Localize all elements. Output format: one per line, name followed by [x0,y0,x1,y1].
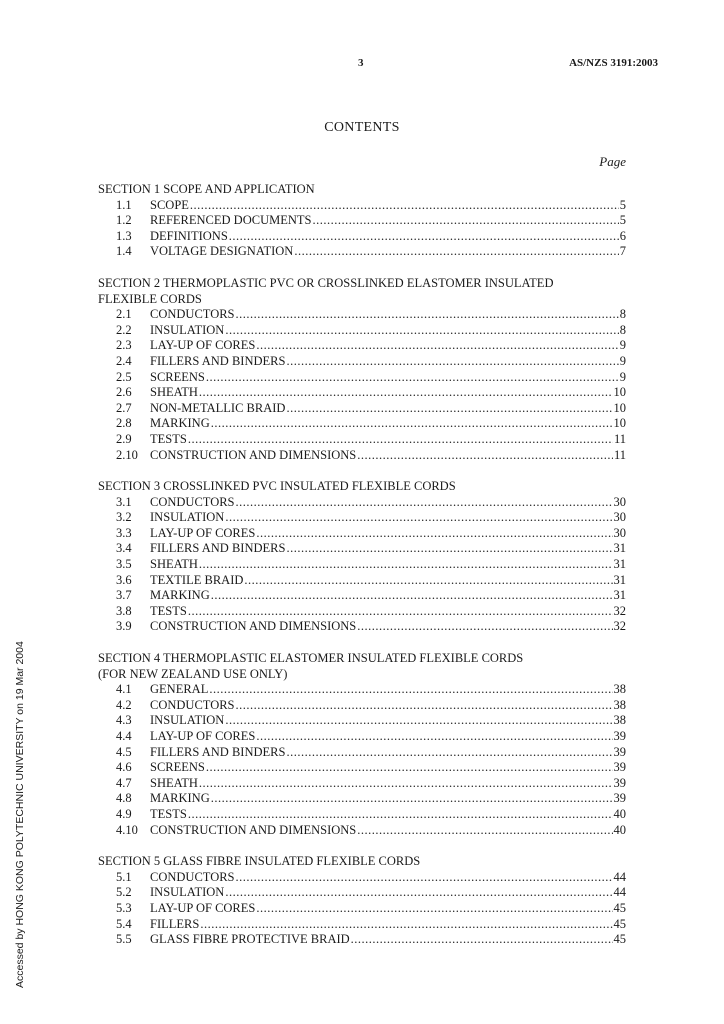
toc-entry[interactable] [98,510,626,526]
toc-entry[interactable] [98,541,626,557]
dot-leader [206,760,613,776]
clause-title: SCREENS [150,369,205,384]
clause-number: 4.8 [116,791,132,806]
clause-number: 3.1 [116,494,132,509]
clause-page-number: 39 [613,775,626,790]
section-heading: SECTION 5 GLASS FIBRE INSULATED FLEXIBLE CORDS [98,854,421,869]
clause-number: 3.9 [116,619,132,634]
clause-number: 4.4 [116,729,132,743]
toc-entry[interactable] [98,323,626,339]
clause-title: CONDUCTORS [150,869,235,884]
clause-page-number: 31 [613,541,626,556]
toc-entry[interactable] [98,682,626,698]
clause-title: TESTS [150,806,187,821]
section-heading: FLEXIBLE CORDS [98,291,202,306]
dot-leader [200,917,612,933]
clause-page-number: 38 [613,682,626,697]
toc-section [98,651,626,838]
toc-entry[interactable] [98,917,626,933]
clause-page-number: 31 [613,588,626,603]
toc-entry[interactable] [98,557,626,573]
toc-section [98,479,626,635]
clause-title: FILLERS AND BINDERS [150,744,286,759]
dot-leader [188,432,613,448]
clause-page-number: 32 [613,619,626,634]
dot-leader [236,307,619,323]
clause-page-number: 7 [619,244,626,259]
clause-title: LAY-UP OF CORES [150,338,256,353]
clause-number: 2.1 [116,307,132,322]
dot-leader [225,510,612,526]
clause-page-number: 45 [613,900,626,915]
clause-title: INSULATION [150,322,225,337]
dot-leader [211,416,613,432]
clause-number: 2.2 [116,322,132,337]
toc-entry[interactable] [98,526,626,542]
clause-number: 4.6 [116,760,132,775]
clause-number: 4.5 [116,744,132,759]
clause-number: 2.4 [116,353,132,368]
dot-leader [244,573,612,589]
toc-entry[interactable] [98,495,626,511]
clause-number: 2.8 [116,416,132,431]
dot-leader [199,776,613,792]
clause-number: 4.2 [116,697,132,712]
clause-number: 3.6 [116,572,132,587]
clause-number: 5.3 [116,900,132,915]
clause-page-number: 5 [619,213,626,228]
clause-number: 2.7 [116,400,132,415]
dot-leader [199,557,613,573]
dot-leader [256,729,612,745]
dot-leader [256,338,618,354]
clause-page-number: 9 [619,353,626,368]
clause-number: 5.1 [116,869,132,884]
dot-leader [211,588,613,604]
toc-entry[interactable] [98,573,626,589]
clause-page-number: 40 [613,822,626,837]
toc-entry[interactable] [98,932,626,948]
toc-section [98,276,626,463]
dot-leader [312,213,618,229]
standard-identifier: AS/NZS 3191:2003 [569,57,658,69]
dot-leader [211,791,613,807]
toc-section [98,182,626,260]
clause-number: 4.1 [116,682,132,697]
toc-entry[interactable] [98,619,626,635]
clause-title: VOLTAGE DESIGNATION [150,244,294,259]
clause-title: CONDUCTORS [150,494,235,509]
dot-leader [188,604,613,620]
clause-page-number: 30 [613,525,626,540]
toc-entry[interactable] [98,370,626,386]
toc-entry[interactable] [98,604,626,620]
toc-entry[interactable] [98,401,626,417]
dot-leader [206,370,619,386]
clause-page-number: 8 [619,307,626,322]
clause-number: 1.4 [116,244,132,259]
dot-leader [225,885,612,901]
clause-title: MARKING [150,416,210,431]
table-of-contents [98,182,626,964]
section-heading: SECTION 1 SCOPE AND APPLICATION [98,182,315,196]
toc-entry[interactable] [98,713,626,729]
toc-section [98,854,626,948]
toc-entry[interactable] [98,729,626,745]
clause-title: TEXTILE BRAID [150,572,244,587]
clause-title: SCOPE [150,197,189,212]
clause-number: 4.7 [116,775,132,790]
clause-number: 4.9 [116,806,132,821]
clause-page-number: 11 [613,431,626,446]
clause-title: MARKING [150,588,210,603]
toc-entry[interactable] [98,807,626,823]
section-heading: SECTION 4 THERMOPLASTIC ELASTOMER INSULATED FLEXIBLE CORDS [98,651,524,666]
clause-page-number: 5 [619,197,626,212]
dot-leader [286,354,618,370]
dot-leader [286,401,612,417]
clause-number: 2.3 [116,338,132,353]
toc-entry[interactable] [98,885,626,901]
toc-entry[interactable] [98,448,626,464]
clause-number: 2.5 [116,369,132,384]
clause-number: 3.4 [116,541,132,556]
toc-entry[interactable] [98,698,626,714]
toc-entry[interactable] [98,901,626,917]
dot-leader [357,619,612,635]
clause-page-number: 39 [613,729,626,743]
dot-leader [229,229,619,245]
clause-number: 1.2 [116,213,132,228]
dot-leader [236,495,613,511]
toc-entry[interactable] [98,229,626,245]
dot-leader [294,244,618,260]
toc-entry[interactable] [98,307,626,323]
toc-entry[interactable] [98,244,626,260]
clause-page-number: 39 [613,760,626,775]
dot-leader [357,823,612,839]
dot-leader [236,698,613,714]
clause-title: CONSTRUCTION AND DIMENSIONS [150,447,357,462]
clause-title: FILLERS [150,916,200,931]
clause-page-number: 45 [613,932,626,947]
dot-leader [256,526,612,542]
clause-number: 5.2 [116,885,132,900]
clause-title: NON-METALLIC BRAID [150,400,286,415]
clause-page-number: 10 [613,385,626,400]
clause-page-number: 30 [613,494,626,509]
access-watermark: Accessed by HONG KONG POLYTECHNIC UNIVERSITY on 19 Mar 2004 [14,641,26,988]
dot-leader [357,448,613,464]
section-heading: SECTION 3 CROSSLINKED PVC INSULATED FLEXIBLE CORDS [98,479,456,494]
toc-entry[interactable] [98,198,626,214]
toc-entry[interactable] [98,791,626,807]
clause-page-number: 40 [613,806,626,821]
clause-page-number: 32 [613,603,626,618]
clause-page-number: 45 [613,916,626,931]
clause-title: LAY-UP OF CORES [150,525,256,540]
clause-title: CONDUCTORS [150,307,235,322]
clause-page-number: 31 [613,572,626,587]
toc-entry[interactable] [98,354,626,370]
section-heading: (FOR NEW ZEALAND USE ONLY) [98,666,288,681]
clause-number: 4.3 [116,713,132,728]
clause-page-number: 10 [613,400,626,415]
clause-title: TESTS [150,603,187,618]
toc-entry[interactable] [98,823,626,839]
clause-title: FILLERS AND BINDERS [150,541,286,556]
clause-title: LAY-UP OF CORES [150,729,256,743]
toc-entry[interactable] [98,776,626,792]
clause-number: 5.4 [116,916,132,931]
toc-entry[interactable] [98,760,626,776]
clause-page-number: 9 [619,369,626,384]
clause-page-number: 8 [619,322,626,337]
clause-title: SCREENS [150,760,205,775]
clause-title: INSULATION [150,885,225,900]
clause-page-number: 44 [613,885,626,900]
clause-page-number: 6 [619,228,626,243]
toc-entry[interactable] [98,870,626,886]
clause-title: REFERENCED DOCUMENTS [150,213,312,228]
clause-number: 3.7 [116,588,132,603]
clause-title: CONDUCTORS [150,697,235,712]
clause-title: INSULATION [150,510,225,525]
clause-number: 1.1 [116,197,132,212]
clause-number: 2.6 [116,385,132,400]
dot-leader [256,901,612,917]
clause-title: INSULATION [150,713,225,728]
clause-page-number: 9 [619,338,626,353]
toc-entry[interactable] [98,432,626,448]
clause-page-number: 30 [613,510,626,525]
dot-leader [209,682,612,698]
clause-number: 2.10 [116,447,138,462]
clause-title: CONSTRUCTION AND DIMENSIONS [150,619,357,634]
toc-entry[interactable] [98,588,626,604]
clause-title: MARKING [150,791,210,806]
clause-title: SHEATH [150,775,198,790]
toc-entry[interactable] [98,745,626,761]
page-column-label: Page [599,154,626,169]
clause-page-number: 39 [613,744,626,759]
clause-number: 3.3 [116,525,132,540]
dot-leader [225,323,618,339]
clause-title: LAY-UP OF CORES [150,900,256,915]
contents-title: CONTENTS [324,120,400,135]
dot-leader [190,198,619,214]
clause-title: FILLERS AND BINDERS [150,353,286,368]
clause-title: GLASS FIBRE PROTECTIVE BRAID [150,932,350,947]
clause-page-number: 10 [613,416,626,431]
dot-leader [286,745,612,761]
clause-title: TESTS [150,431,187,446]
clause-page-number: 38 [613,713,626,728]
toc-entry[interactable] [98,416,626,432]
page-number: 3 [358,57,364,69]
dot-leader [236,870,613,886]
clause-page-number: 11 [613,447,626,462]
clause-page-number: 39 [613,791,626,806]
clause-number: 1.3 [116,228,132,243]
clause-title: SHEATH [150,557,198,572]
toc-entry[interactable] [98,338,626,354]
clause-page-number: 38 [613,697,626,712]
clause-number: 3.5 [116,557,132,572]
clause-number: 4.10 [116,822,138,837]
clause-number: 3.2 [116,510,132,525]
dot-leader [188,807,613,823]
section-heading: SECTION 2 THERMOPLASTIC PVC OR CROSSLINKED ELASTOMER INSULATED [98,275,554,290]
clause-page-number: 31 [613,557,626,572]
toc-entry[interactable] [98,213,626,229]
clause-page-number: 44 [613,869,626,884]
clause-number: 5.5 [116,932,132,947]
dot-leader [286,541,612,557]
dot-leader [225,713,612,729]
dot-leader [199,385,613,401]
clause-title: CONSTRUCTION AND DIMENSIONS [150,822,357,837]
clause-title: DEFINITIONS [150,228,228,243]
toc-entry[interactable] [98,385,626,401]
clause-number: 2.9 [116,431,132,446]
dot-leader [351,932,613,948]
clause-title: SHEATH [150,385,198,400]
clause-number: 3.8 [116,603,132,618]
clause-title: GENERAL [150,682,209,697]
